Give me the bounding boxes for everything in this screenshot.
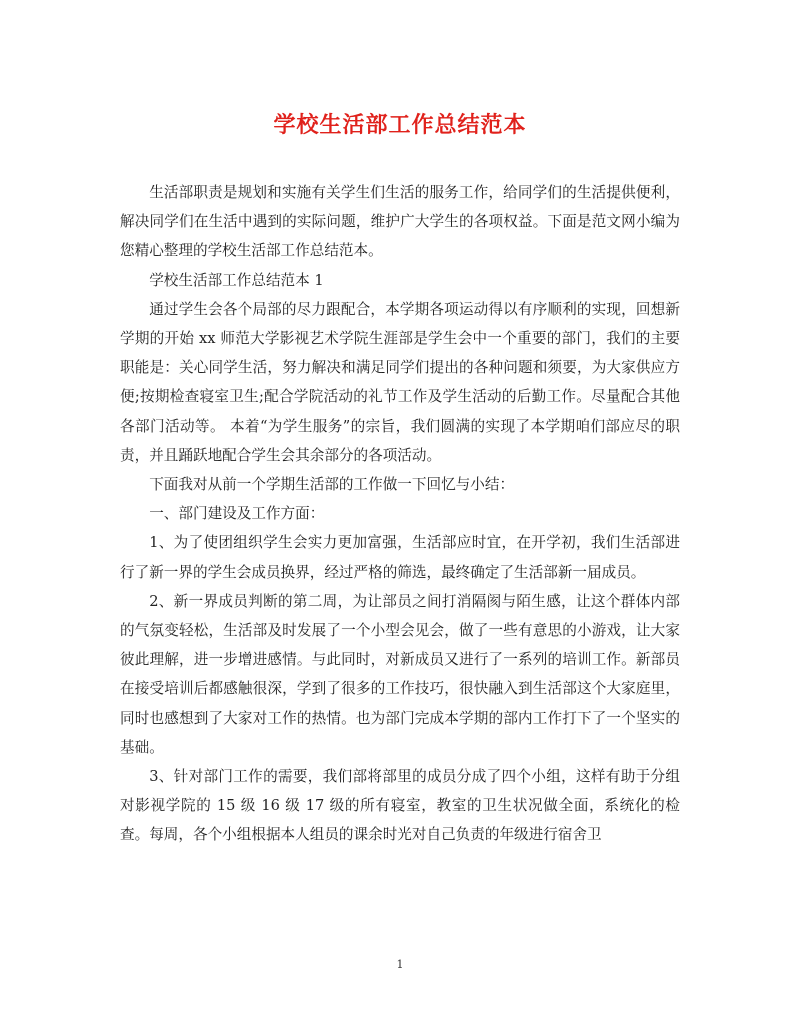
subsection-heading: 一、部门建设及工作方面： xyxy=(149,505,325,523)
page-title: 学校生活部工作总结范本 xyxy=(273,112,527,138)
page-number: 1 xyxy=(396,958,404,971)
list-item: 1、为了使团组织学生会实力更加富强，生活部应时宜，在开学初，我们生活部进行了新一界的学生会成员换界，经过严格的筛选，最终确定了生活部新一届成员。 xyxy=(120,534,680,581)
section-heading: 学校生活部工作总结范本 1 xyxy=(149,271,324,289)
document-body xyxy=(120,178,680,850)
body-paragraph: 下面我对从前一个学期生活部的工作做一下回忆与小结： xyxy=(149,476,515,494)
body-paragraph: 通过学生会各个局部的尽力跟配合，本学期各项运动得以有序顺利的实现，回想新学期的开始 xx 师范大学影视艺术学院生涯部是学生会中一个重要的部门，我们的主要职能是：关心同学生活，努力解决和满足同学们提出的各种问题和须要，为大家供应方便;按期检查寝室卫生;配合学院活动的礼节工作及学生活动的后勤工作。尽量配合其他各部门活动等。 本着“为学生服务”的宗旨，我们圆满的实现了本学期咱们部应尽的职责，并且踊跃地配合学生会其余部分的各项活动。 xyxy=(120,300,680,464)
intro-paragraph: 生活部职责是规划和实施有关学生们生活的服务工作，给同学们的生活提供便利，解决同学们在生活中遇到的实际问题，维护广大学生的各项权益。下面是范文网小编为您精心整理的学校生活部工作总结范本。 xyxy=(120,184,680,260)
list-item: 3、针对部门工作的需要，我们部将部里的成员分成了四个小组，这样有助于分组对影视学院的 15 级 16 级 17 级的所有寝室，教室的卫生状况做全面，系统化的检查。每周，各个小组根据本人组员的课余时光对自己负责的年级进行宿舍卫 xyxy=(120,768,680,844)
list-item: 2、新一界成员判断的第二周，为让部员之间打消隔阂与陌生感，让这个群体内部的气氛变轻松，生活部及时发展了一个小型会见会，做了一些有意思的小游戏，让大家彼此理解，进一步增进感情。与此同时，对新成员又进行了一系列的培训工作。新部员在接受培训后都感触很深，学到了很多的工作技巧，很快融入到生活部这个大家庭里，同时也感想到了大家对工作的热情。也为部门完成本学期的部内工作打下了一个坚实的基础。 xyxy=(120,592,680,756)
